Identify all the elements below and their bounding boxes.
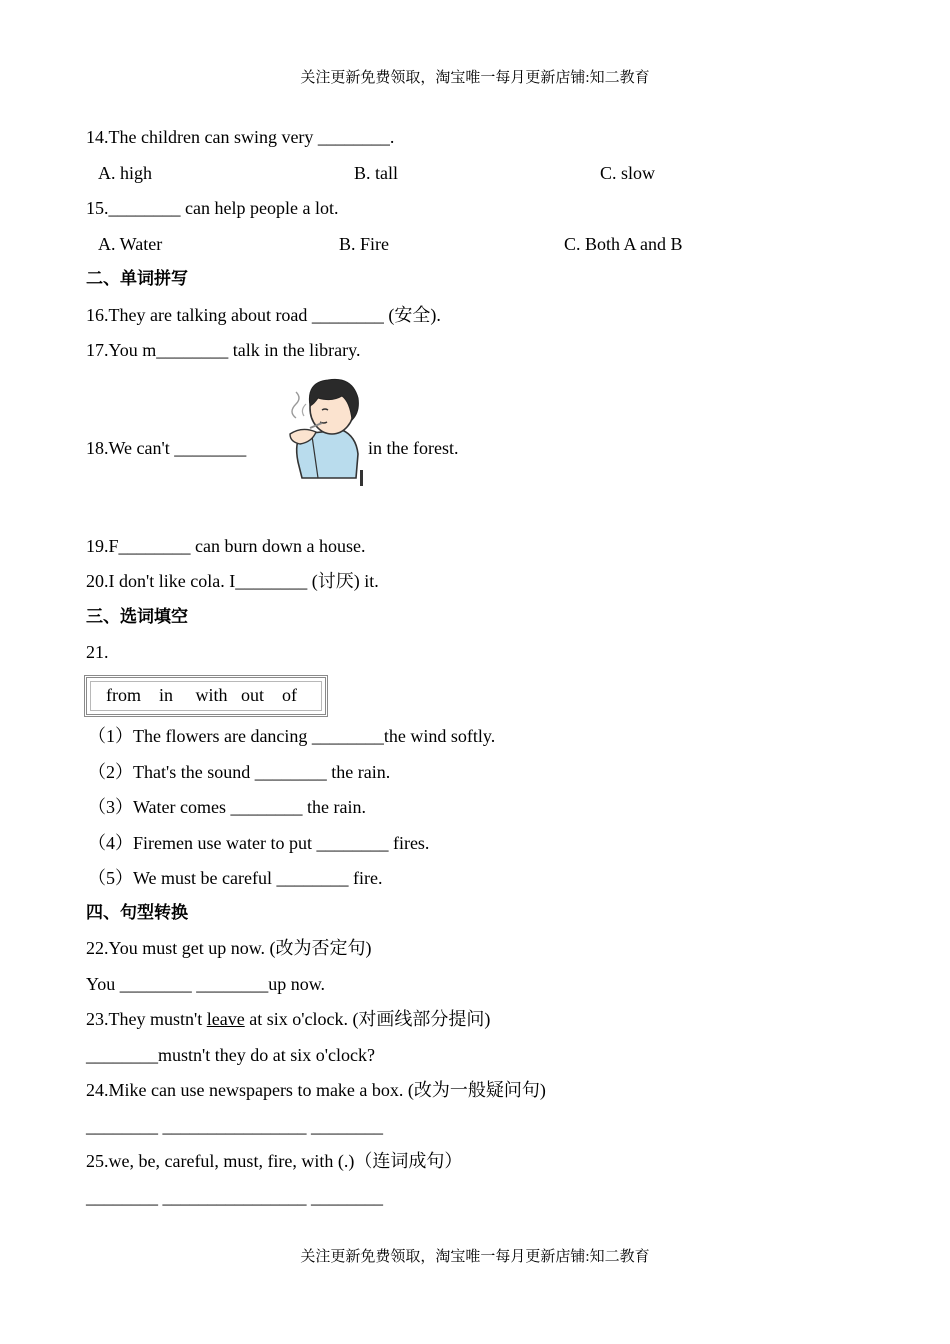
question-25-answer: ________ ________________ ________ [86, 1187, 383, 1207]
question-23-underlined: leave [206, 1009, 245, 1029]
question-14-option-a: A. high [98, 163, 152, 183]
question-14-stem: 14.The children can swing very ________. [86, 127, 395, 147]
question-18-before: 18.We can't ________ [86, 438, 247, 458]
question-22-answer: You ________ ________up now. [86, 974, 326, 994]
question-22-stem: 22.You must get up now. (改为否定句) [86, 938, 372, 958]
question-21-number: 21. [86, 642, 109, 662]
page-header: 关注更新免费领取，淘宝唯一每月更新店铺:知二教育 [300, 70, 650, 86]
question-21-item: （5）We must be careful ________ fire. [88, 868, 383, 888]
question-23-before: 23.They mustn't [86, 1009, 207, 1029]
question-24-answer: ________ ________________ ________ [86, 1116, 383, 1136]
word-bank: from in with out of [106, 685, 297, 705]
question-18-after: in the forest. [368, 438, 459, 458]
question-15-option-c: C. Both A and B [564, 234, 683, 254]
question-23-after: at six o'clock. (对画线部分提问) [244, 1009, 491, 1029]
boy-smoking-illustration [272, 372, 368, 488]
question-15-stem: 15.________ can help people a lot. [86, 198, 339, 218]
question-20: 20.I don't like cola. I________ (讨厌) it. [86, 571, 379, 591]
question-23-answer: ________mustn't they do at six o'clock? [86, 1045, 375, 1065]
question-21-item: （1）The flowers are dancing ________the wind softly. [88, 726, 496, 746]
question-21-item: （2）That's the sound ________ the rain. [88, 762, 391, 782]
question-17: 17.You m________ talk in the library. [86, 340, 361, 360]
question-14-option-c: C. slow [600, 163, 656, 183]
question-21-item: （4）Firemen use water to put ________ fires. [88, 833, 430, 853]
question-23-stem [86, 1008, 490, 1030]
question-24-stem: 24.Mike can use newspapers to make a box. (改为一般疑问句) [86, 1080, 546, 1100]
question-16: 16.They are talking about road ________ (安全). [86, 305, 441, 325]
word-bank-box [84, 675, 328, 717]
question-19: 19.F________ can burn down a house. [86, 536, 366, 556]
question-15-option-b: B. Fire [339, 234, 390, 254]
question-14-option-b: B. tall [354, 163, 398, 183]
question-25-stem: 25.we, be, careful, must, fire, with (.)（连词成句） [86, 1151, 463, 1171]
page-footer: 关注更新免费领取，淘宝唯一每月更新店铺:知二教育 [300, 1249, 650, 1265]
question-15-option-a: A. Water [98, 234, 163, 254]
section-3-title: 三、选词填空 [86, 607, 188, 627]
question-21-item: （3）Water comes ________ the rain. [88, 797, 366, 817]
section-4-title: 四、句型转换 [86, 903, 188, 923]
section-2-title: 二、单词拼写 [86, 269, 188, 289]
